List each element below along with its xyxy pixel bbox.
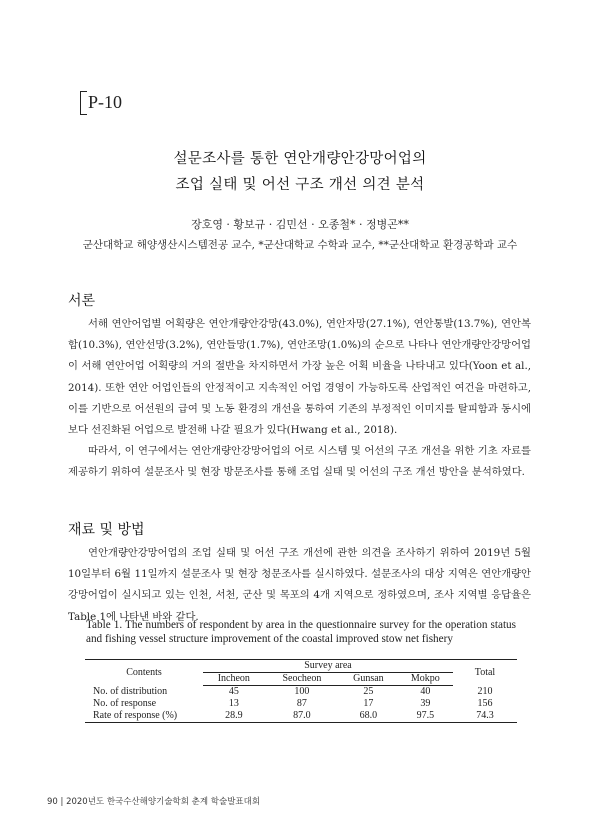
author-list: 장호영 · 황보규 · 김민선 · 오종철* · 정병곤** — [191, 218, 409, 231]
methods-body — [68, 543, 531, 628]
row-label: No. of response — [93, 698, 157, 709]
table-row — [85, 710, 517, 723]
row-label: No. of distribution — [93, 685, 168, 697]
table-cell: 100 — [294, 686, 310, 697]
survey-area-header: Survey area — [203, 660, 453, 673]
table-row — [85, 686, 517, 699]
table-cell: 87 — [296, 698, 307, 709]
table-cell: 39 — [420, 698, 431, 709]
table-row — [85, 698, 517, 710]
intro-heading: 서론 — [68, 293, 96, 309]
table-cell: 68.0 — [339, 710, 398, 723]
intro-body — [68, 314, 531, 484]
table-cell: 45 — [228, 686, 239, 697]
row-label: Rate of response (%) — [85, 710, 203, 723]
title-line-1: 설문조사를 통한 연안개량안강망어업의 — [173, 151, 427, 167]
paper-title — [0, 146, 600, 198]
area-header-seocheon: Seocheon — [265, 673, 339, 686]
table-cell: 87.0 — [265, 710, 339, 723]
table-cell: 17 — [363, 698, 374, 709]
table-caption: Table 1. The numbers of respondent by area in the questionnaire survey for the operation status and fishing vessel structure improvement of the coastal improved stow net fishery — [86, 619, 516, 645]
paper-code-text: P-10 — [88, 92, 123, 112]
table-cell: 28.9 — [203, 710, 265, 723]
intro-paragraph-2: 따라서, 이 연구에서는 연안개량안강망어업의 어로 시스템 및 어선의 구조 개선을 위한 기초 자료를 제공하기 위하여 설문조사 및 현장 방문조사를 통해 조업 실태 및 어선의 구조 개선 방안을 분석하였다. — [68, 445, 531, 479]
intro-paragraph-1: 서해 연안어업별 어획량은 연안개량안강망(43.0%), 연안자망(27.1%), 연안통발(13.7%), 연안복합(10.3%), 연안선망(3.2%), 연안들망(1.7%), 연안조망(1.0%)의 순으로 나타나 연안개량안강망어업이 서해 연안어업 어획량의 거의 절반을 차지하면서 가장 높은 어획 비율을 나타내고 있다(Yoon et al., 2014). 또한 연안 어업인들의 안정적이고 지속적인 어업 경영이 가능하도록 산업적인 여건을 마련하고, 이를 기반으로 어선원의 급여 및 노동 환경의 개선을 통하여 기존의 부정적인 이미지를 탈피함과 동시에 보다 선진화된 어업으로 발전해 나갈 필요가 있다(Hwang et al., 2018). — [68, 318, 531, 437]
table-total-cell: 74.3 — [453, 710, 517, 723]
paper-code-label — [80, 91, 138, 113]
area-header-gunsan: Gunsan — [339, 673, 398, 686]
table-cell: 25 — [363, 686, 374, 697]
area-header-mokpo: Mokpo — [398, 673, 453, 686]
total-header: Total — [453, 660, 517, 686]
contents-header: Contents — [85, 660, 203, 686]
page-footer: 90 | 2020년도 한국수산해양기술학회 춘계 학술발표대회 — [47, 797, 261, 807]
table-cell: 97.5 — [398, 710, 453, 723]
table-total-cell: 210 — [477, 685, 493, 697]
methods-paragraph-1: 연안개량안강망어업의 조업 실태 및 어선 구조 개선에 관한 의견을 조사하기 위하여 2019년 5월 10일부터 6월 11일까지 설문조사 및 현장 청문조사를 실시하였다. 설문조사의 대상 지역은 연안개량안강망어업이 실시되고 있는 인천, 서천, 군산 및 목포의 4개 지역으로 정하였으며, 조사 지역별 응답율은 Table 1에 나타낸 바와 같다. — [68, 547, 531, 623]
table-cell: 40 — [420, 686, 431, 697]
table-cell: 13 — [228, 698, 239, 709]
area-header-incheon: Incheon — [203, 673, 265, 686]
table-total-cell: 156 — [477, 698, 493, 709]
methods-heading: 재료 및 방법 — [68, 522, 145, 538]
code-bracket — [80, 91, 87, 115]
respondent-table — [85, 659, 517, 723]
author-affiliations: 군산대학교 해양생산시스템전공 교수, *군산대학교 수학과 교수, **군산대학교 환경공학과 교수 — [82, 239, 518, 251]
title-line-2: 조업 실태 및 어선 구조 개선 의견 분석 — [175, 177, 425, 193]
